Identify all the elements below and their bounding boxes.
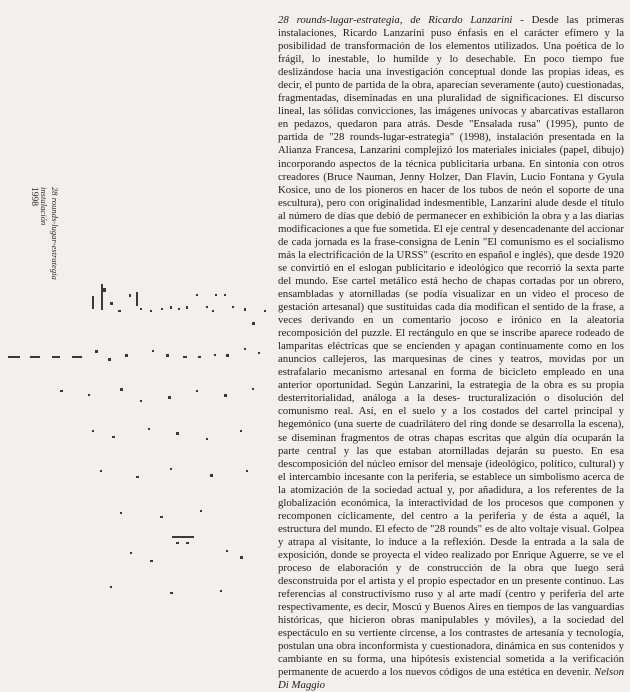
article-title: 28 rounds-lugar-estrategia, de Ricardo Lanzarini bbox=[278, 14, 513, 26]
article-text bbox=[278, 14, 624, 692]
article-body: - Desde las primeras instalaciones, Ricardo Lanzarini puso énfasis en el carácter efímero y la posibilidad de transformación de los elementos utilizados. Una poética de lo frágil, lo inestable, lo humilde y lo desechable. En poco tiempo fue deslizándose hacia una investigación conceptual donde las propias ideas, es decir, el punto de partida de la obra, aparecían severamente (auto) cuestionadas, fragmentadas, diseminadas en una pluralidad de significaciones. El discurso lineal, las sólidas convicciones, las imágenes unívocas y abarcativas estallaron en pedazos, quedaron para atrás. Desde "Ensalada rusa" (1995), punto de partida de "28 rounds-lugar-estrategia" (1998), instalación presentada en la Alianza Francesa, Lanzarini complejizó los materiales iniciales (papel, dibujo) incorporando aspectos de la técnica publicitaria urbana. En sintonía con otros creadores (Bruce Nauman, Jenny Holzer, Dan Flavin, Lucio Fontana y Gyula Kosice, uno de los pioneros en hacer de los tubos de neón el soporte de una escultura), pero con originalidad indesmentible, Lanzarini alude desde el título al número de días que debió de permanecer en exhibición la obra y a las diarias modificaciones a que fue sometida. El eje central y desencadenante del accionar de cada jornada es la frase-consigna de Lenin "El comunismo es el socialismo más la electrificación de la URSS" (escrito en español e inglés), que desde 1920 se convirtió en el eslogan publicitario e ideológico que recorrió la sexta parte del mundo. Ese cartel metálico está hecho de chapas cortadas por un obrero, ensambladas y atornilladas (se podía visualizar en un video el proceso de gestación artesanal) que sustituidas cada día modifican el sentido de la frase, a veces derivando en un comentario jocoso e irónico en la aleatoria recomposición del puzzle. El rectángulo en que se inscribe aparece rodeado de lamparitas eléctricas que se encienden y apagan continuamente como en los anuncios callejeros, las marquesinas de cines y teatros, movidas por un estrafalario mecanismo artesanal en forma de bicicleto empleado en una anterior oportunidad. Según Lanzarini, la estrategia de la obra es su propia desterritorialidad, análoga a la deses- tructuralización o disolución del comunismo real. Así, en el suelo y a los costados del cartel principal y hegemónico (una suerte de cuadrilátero del ring donde se desarrolla la escena), se diseminan fragmentos de otras chapas escritas que algún día ocuparán la parte central y las que estaban atornilladas dejarán su puesto. En esa descomposición del núcleo emisor del mensaje (ideológico, político, cultural) y el intercambio incesante con la periferia, se establece un simbolismo acerca de la atomización de la sociedad actual y, por añadidura, a los referentes de la globalización económica, la interactividad de los procesos que componen y recomponen cíclicamente, del centro a la periferia y de ésta a aquél, la estructura del mundo. El efecto de "28 rounds" es de alto voltaje visual. Golpea y atrapa al visitante, lo induce a la reflexión. Desde la entrada a la sala de exposición, donde se proyecta el video realizado por Enrique Aguerre, se ve el proceso de elaboración y de construcción de la obra que luego será desconstruida por el artista y el propio espectador en un presente continuo. Las referencias al constructivismo ruso y al arte madí (centro y periferia del arte respectivamente, es decir, Moscú y Buenos Aires en tiempos de las vanguardias históricas, que hicieron obras manipulables y móviles), a la sociedad del espectáculo en su vertiente circense, a los contrastes de artesanía y tecnología, postulan una obra inconformista y cuestionadora, dinámica en sus contenidos y cambiante en su forma, una hipótesis existencial sometida a la verificación permanente de acuerdo a los nuevos códigos de una estética en devenir. bbox=[278, 14, 624, 679]
caption-medium: instalación bbox=[39, 187, 50, 226]
caption-year: 1998 bbox=[28, 187, 39, 206]
caption-title: 28 rounds-lugar-estrategia bbox=[50, 187, 60, 280]
installation-photo bbox=[0, 280, 270, 660]
article-author: Nelson Di Maggio bbox=[278, 666, 624, 692]
